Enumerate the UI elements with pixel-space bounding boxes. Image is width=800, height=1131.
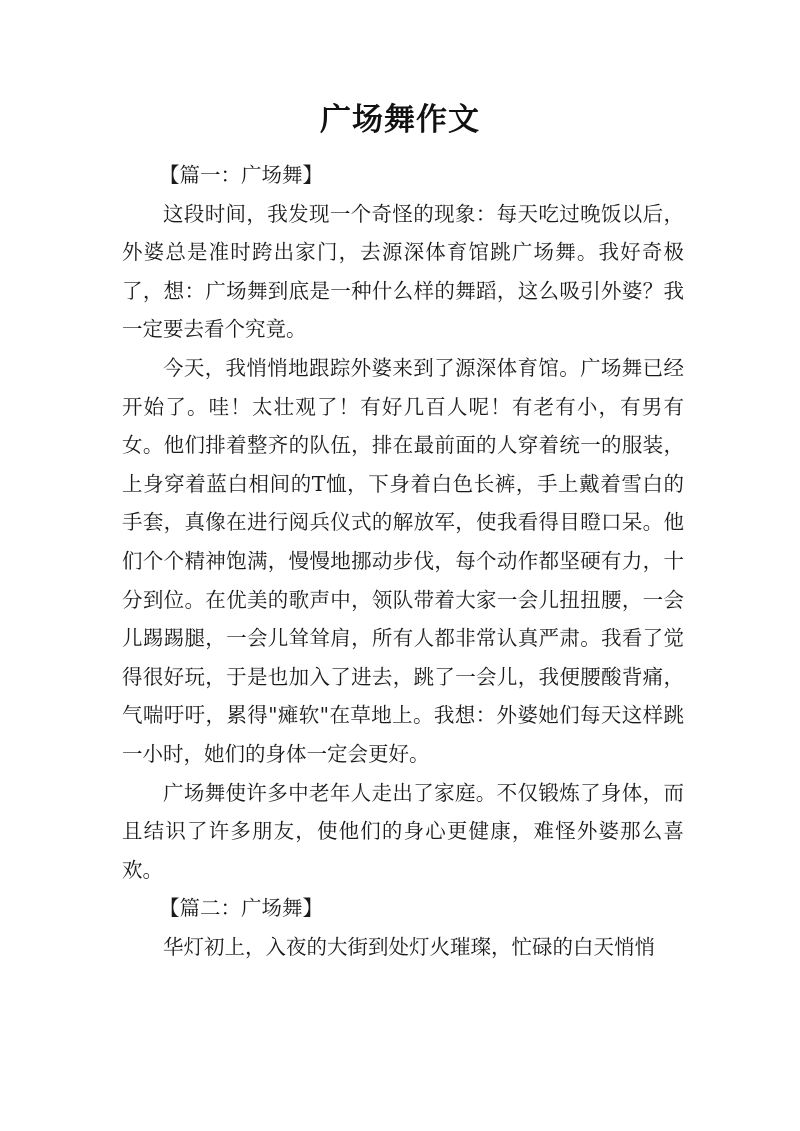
paragraph: 这段时间，我发现一个奇怪的现象：每天吃过晚饭以后，外婆总是准时跨出家门，去源深体育馆跳广场舞。我好奇极了，想：广场舞到底是一种什么样的舞蹈，这么吸引外婆？我一定要去看个究竟。 bbox=[122, 201, 684, 342]
document-body bbox=[122, 156, 684, 966]
paragraph: 广场舞使许多中老年人走出了家庭。不仅锻炼了身体，而且结识了许多朋友，使他们的身心更健康，难怪外婆那么喜欢。 bbox=[122, 780, 684, 882]
section-heading-2: 【篇二：广场舞】 bbox=[159, 896, 323, 921]
document-title: 广场舞作文 bbox=[320, 102, 480, 138]
section-heading-1: 【篇一：广场舞】 bbox=[159, 163, 323, 187]
paragraph: 今天，我悄悄地跟踪外婆来到了源深体育馆。广场舞已经开始了。哇！太壮观了！有好几百人呢！有老有小，有男有女。他们排着整齐的队伍，排在最前面的人穿着统一的服装，上身穿着蓝白相间的T恤，下身着白色长裤，手上戴着雪白的手套，真像在进行阅兵仪式的解放军，使我看得目瞪口呆。他们个个精神饱满，慢慢地挪动步伐，每个动作都坚硬有力，十分到位。在优美的歌声中，领队带着大家一会儿扭扭腰，一会儿踢踢腿，一会儿耸耸肩，所有人都非常认真严肃。我看了觉得很好玩，于是也加入了进去，跳了一会儿，我便腰酸背痛，气喘吁吁，累得"瘫软"在草地上。我想：外婆她们每天这样跳一小时，她们的身体一定会更好。 bbox=[122, 355, 684, 766]
paragraph: 华灯初上，入夜的大街到处灯火璀璨，忙碌的白天悄悄 bbox=[163, 934, 655, 959]
